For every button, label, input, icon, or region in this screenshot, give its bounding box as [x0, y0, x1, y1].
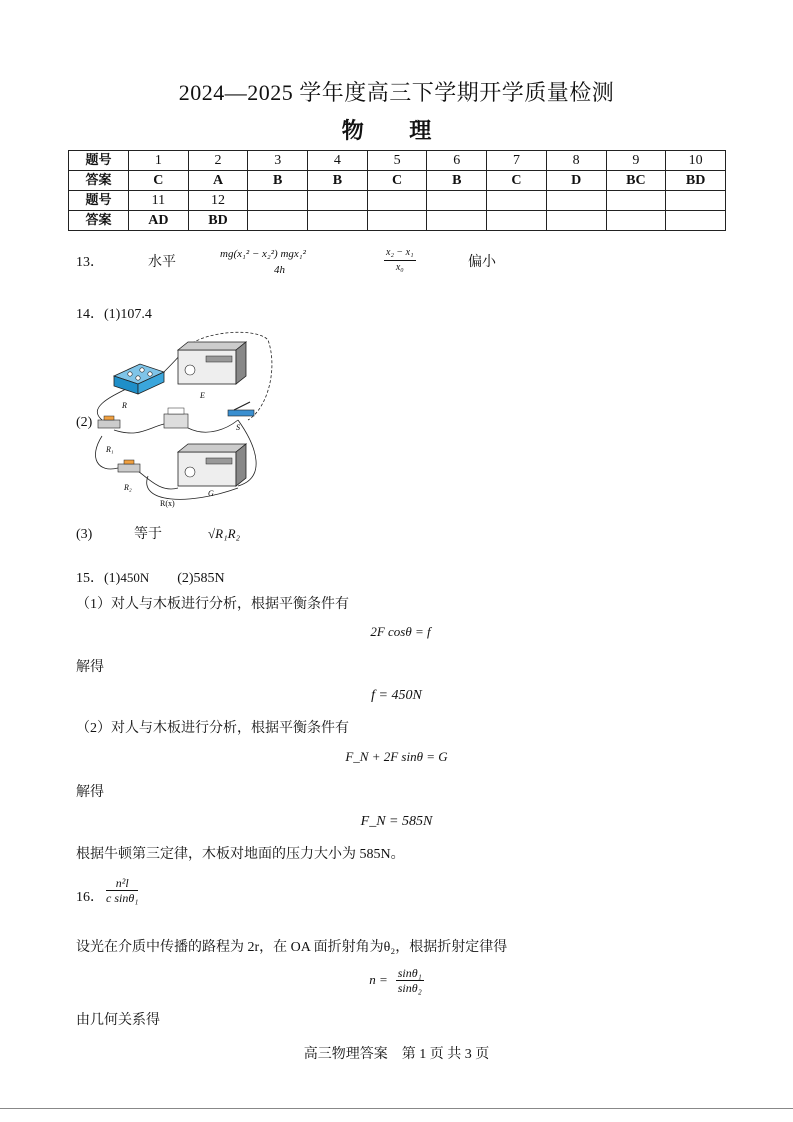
resistance-box-knob — [136, 376, 140, 380]
table-cell — [248, 191, 308, 211]
q16-fraction — [106, 876, 138, 905]
table-cell: C — [129, 171, 189, 191]
q16-refraction-equation — [0, 966, 793, 995]
table-cell: A — [188, 171, 248, 191]
resistor-r1-top — [104, 416, 114, 420]
q16-number: 16． — [76, 890, 104, 905]
meter-face — [168, 408, 184, 414]
q13-expression-denominator: 4h — [274, 264, 285, 276]
table-cell: 1 — [129, 151, 189, 171]
circuit-diagram — [88, 328, 278, 510]
table-cell: 10 — [666, 151, 726, 171]
table-cell: 3 — [248, 151, 308, 171]
label-R: R — [122, 401, 127, 410]
meter — [164, 414, 188, 428]
q13-fraction-numerator: x₂ − x₁ — [384, 246, 416, 261]
q15-equation-2: f = 450N — [371, 688, 422, 703]
instrument-side — [236, 444, 246, 486]
table-cell: AD — [129, 211, 189, 231]
table-row — [69, 171, 726, 191]
row-label: 答案 — [69, 171, 129, 191]
q15-paragraph-1: （1）对人与木板进行分析，根据平衡条件有 — [76, 597, 349, 612]
table-cell — [606, 211, 666, 231]
table-cell — [367, 191, 427, 211]
power-supply-side — [236, 342, 246, 384]
table-row — [69, 191, 726, 211]
q16-paragraph-2: 由几何关系得 — [76, 1013, 160, 1028]
wire — [114, 424, 164, 433]
table-cell: D — [546, 171, 606, 191]
wire — [134, 468, 178, 489]
q16-paragraph-1: 设光在介质中传播的路程为 2r，在 OA 面折射角为θ₂，根据折射定律得 — [76, 940, 508, 955]
q15-jiede-1: 解得 — [76, 660, 104, 675]
table-cell — [487, 211, 547, 231]
table-cell: 11 — [129, 191, 189, 211]
q15-equation-1: 2F cosθ = f — [370, 624, 431, 639]
row-label: 题号 — [69, 191, 129, 211]
table-cell: C — [487, 171, 547, 191]
table-cell: B — [248, 171, 308, 191]
instrument-dial — [185, 467, 195, 477]
table-cell: BD — [188, 211, 248, 231]
table-cell: C — [367, 171, 427, 191]
q16-fraction-denominator: c sinθ₁ — [106, 891, 139, 905]
table-cell: 12 — [188, 191, 248, 211]
table-cell — [666, 191, 726, 211]
instrument-top — [178, 444, 246, 452]
page-footer: 高三物理答案 第 1 页 共 3 页 — [303, 1047, 490, 1062]
table-cell: BD — [666, 171, 726, 191]
table-cell: 8 — [546, 151, 606, 171]
q15-prefix: 15．(1) — [76, 571, 121, 586]
page-bottom-rule — [0, 1108, 793, 1109]
q16-equation-numerator: sinθ₁ — [397, 966, 422, 980]
table-cell: 6 — [427, 151, 487, 171]
label-R1: R₁ — [106, 445, 114, 454]
row-label: 题号 — [69, 151, 129, 171]
row-label: 答案 — [69, 211, 129, 231]
q15-paragraph-2: （2）对人与木板进行分析，根据平衡条件有 — [76, 721, 349, 736]
table-cell: 4 — [308, 151, 368, 171]
table-cell: 5 — [367, 151, 427, 171]
resistor-r1 — [98, 420, 120, 428]
label-R2: R₂ — [124, 483, 132, 492]
q14-part3-label: (3) — [76, 527, 93, 542]
q13-expression — [220, 246, 360, 278]
q13-number: 13． — [76, 255, 104, 270]
table-cell — [367, 211, 427, 231]
table-cell: BC — [606, 171, 666, 191]
power-supply-dial — [185, 365, 195, 375]
table-cell: B — [308, 171, 368, 191]
table-cell — [427, 191, 487, 211]
instrument-display — [206, 458, 232, 464]
q16-fraction-numerator: n²l — [106, 876, 138, 891]
power-supply-top — [178, 342, 246, 350]
switch-base — [228, 410, 254, 416]
label-Rx: R(x) — [160, 499, 175, 508]
table-cell: 9 — [606, 151, 666, 171]
q15-answer-1: 450N — [120, 570, 150, 585]
label-S: S — [236, 423, 240, 432]
q13-fraction-denominator: x₀ — [395, 262, 404, 273]
q15-equation-3: F_N + 2F sinθ = G — [345, 749, 448, 764]
q15-equation-4: F_N = 585N — [360, 814, 433, 829]
table-row — [69, 211, 726, 231]
label-E: E — [200, 391, 205, 400]
q13-answer-smaller: 偏小 — [468, 255, 496, 270]
table-cell: B — [427, 171, 487, 191]
table-cell — [487, 191, 547, 211]
q15-jiede-2: 解得 — [76, 785, 104, 800]
resistance-box-knob — [128, 372, 132, 376]
resistor-r2-top — [124, 460, 134, 464]
power-supply-display — [206, 356, 232, 362]
subject-title: 物 理 — [341, 118, 452, 143]
table-row — [69, 151, 726, 171]
table-cell: 2 — [188, 151, 248, 171]
table-cell — [308, 191, 368, 211]
table-cell — [248, 211, 308, 231]
table-cell — [308, 211, 368, 231]
q15-paragraph-3: 根据牛顿第三定律，木板对地面的压力大小为 585N。 — [76, 847, 405, 862]
page-title: 2024—2025 学年度高三下学期开学质量检测 — [178, 80, 615, 105]
answer-table — [68, 150, 726, 231]
resistance-box-knob — [148, 372, 152, 376]
q13-fraction — [384, 246, 416, 275]
q14-part2-label: (2) — [76, 415, 93, 430]
label-G: G — [208, 489, 214, 498]
q14-part3-answer: 等于 — [134, 527, 162, 542]
resistance-box-knob — [140, 368, 144, 372]
table-cell — [546, 191, 606, 211]
table-cell — [546, 211, 606, 231]
q13-expression-numerator: mg(x₁² − x₂²) mgx₁² — [220, 248, 306, 260]
q13-answer-horizontal: 水平 — [148, 255, 176, 270]
table-cell: 7 — [487, 151, 547, 171]
q16-equation-lhs: n = — [369, 972, 388, 988]
table-cell — [666, 211, 726, 231]
q14-part1: 14．(1)107.4 — [76, 307, 152, 322]
table-cell — [606, 191, 666, 211]
q14-part3-expression: √R₁R₂ — [208, 526, 241, 541]
q15-answer-2: (2)585N — [177, 571, 225, 586]
resistor-r2 — [118, 464, 140, 472]
switch-lever — [234, 402, 250, 410]
q15-header — [76, 569, 225, 588]
table-cell — [427, 211, 487, 231]
q16-equation-denominator: sinθ₂ — [397, 981, 422, 995]
wire — [188, 420, 238, 432]
